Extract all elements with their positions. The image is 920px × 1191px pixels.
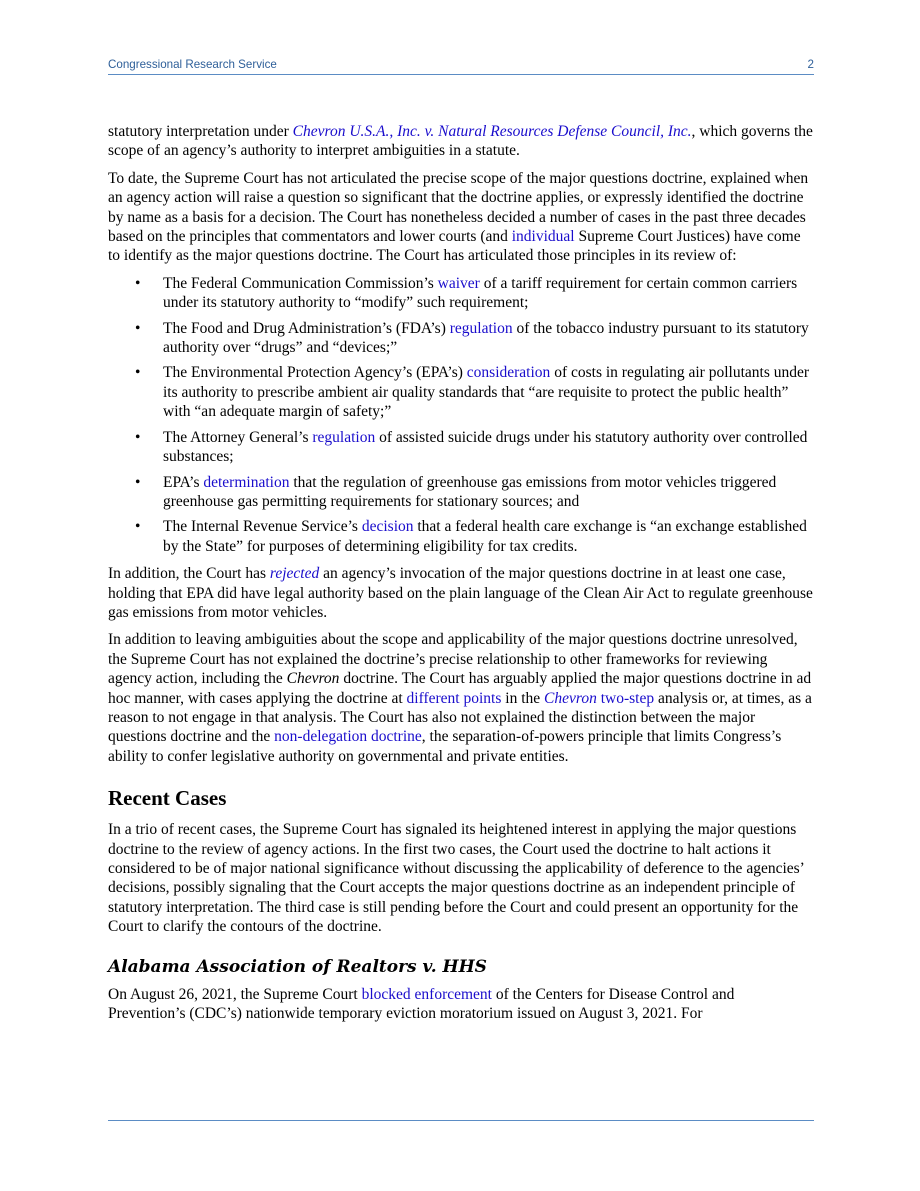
paragraph-chevron-intro	[108, 122, 814, 161]
text-run: , the separation-of-powers principle that limits Congress’s ability to confer legislative authority on governmental and private entities.	[108, 728, 782, 765]
bullet-icon: •	[135, 428, 141, 446]
document-body	[108, 122, 814, 1031]
ag-regulation-link[interactable]: regulation	[312, 428, 376, 446]
bullet-icon: •	[135, 364, 141, 382]
list-item	[108, 428, 814, 467]
list-item	[108, 319, 814, 358]
bullet-icon: •	[135, 274, 141, 292]
text-run: Supreme Court Justices) have come to identify as the major questions doctrine. The Court has articulated those principles in its review of:	[108, 228, 801, 265]
cases-list	[108, 274, 814, 556]
chevron-case-link-text: Chevron U.S.A., Inc. v. Natural Resources Defense Council, Inc.	[292, 123, 692, 140]
individual-justices-link[interactable]: individual	[511, 228, 575, 246]
blocked-enforcement-link[interactable]: blocked enforcement	[361, 985, 492, 1003]
rejected-link[interactable]	[270, 565, 319, 582]
heading-alabama: Alabama Association of Realtors v. HHS	[108, 956, 487, 977]
bullet-icon: •	[135, 518, 141, 536]
bullet-icon: •	[135, 319, 141, 337]
text-run: EPA’s	[163, 473, 204, 491]
paragraph-ambiguities	[108, 630, 814, 766]
text-run: that the regulation of greenhouse gas emissions from motor vehicles triggered greenhouse gas permitting requirements for stationary sources; and	[163, 473, 777, 510]
chevron-two-step-link[interactable]	[544, 690, 654, 707]
heading-recent-cases: Recent Cases	[108, 786, 227, 811]
text-run: In addition to leaving ambiguities about the scope and applicability of the major questions doctrine unresolved, the Supreme Court has not explained the doctrine’s precise relationship to other frameworks for reviewing agency action, including the	[108, 631, 798, 688]
rejected-link-text: rejected	[269, 565, 320, 583]
chevron-italic: Chevron	[286, 670, 340, 688]
waiver-link[interactable]: waiver	[437, 274, 480, 292]
different-points-link[interactable]: different points	[406, 689, 502, 707]
paragraph-rejected	[108, 564, 814, 622]
text-run: The Attorney General’s	[163, 428, 313, 446]
consideration-link[interactable]: consideration	[466, 364, 551, 382]
text-run: The Food and Drug Administration’s (FDA’s)	[163, 319, 450, 337]
text-run: The Environmental Protection Agency’s (EPA’s)	[163, 364, 467, 382]
non-delegation-link[interactable]: non-delegation doctrine	[274, 728, 422, 746]
determination-link[interactable]: determination	[203, 473, 290, 491]
bullet-icon: •	[135, 473, 141, 491]
list-item	[108, 274, 814, 313]
paragraph-to-date	[108, 169, 814, 266]
text-run: To date, the Supreme Court has not articulated the precise scope of the major questions doctrine, explained when an agency action will raise a question so significant that the doctrine applies, or expressly identified the doctrine by name as a basis for a decision. The Court has nonetheless decided a number of cases in the past three decades based on the principles that commentators and lower courts (and	[108, 169, 809, 246]
text-run: On August 26, 2021, the Supreme Court	[108, 985, 362, 1003]
page-header	[108, 58, 814, 75]
text-run: , which governs the scope of an agency’s authority to interpret ambiguities in a statute.	[108, 123, 813, 160]
text-run: The Federal Communication Commission’s	[163, 274, 438, 292]
irs-decision-link[interactable]: decision	[361, 518, 414, 536]
list-item	[108, 517, 814, 556]
text-run: of the tobacco industry pursuant to its statutory authority over “drugs” and “devices;”	[163, 319, 809, 357]
paragraph-august	[108, 985, 814, 1024]
text-run: of the Centers for Disease Control and Prevention’s (CDC’s) nationwide temporary eviction moratorium issued on August 3, 2021. For	[108, 985, 735, 1023]
paragraph-trio: In a trio of recent cases, the Supreme Court has signaled its heightened interest in applying the major questions doctrine to the review of agency actions. In the first two cases, the Court used the doctrine to halt actions it considered to be of major national significance without discussing the applicability of deference to the agencies’ decisions, possibly signaling that the Court accepts the major questions doctrine as an independent principle of statutory interpretation. The third case is still pending before the Court and could present an opportunity for the Court to clarify the contours of the doctrine.	[108, 821, 804, 936]
fda-regulation-link[interactable]: regulation	[449, 319, 513, 337]
list-item	[108, 473, 814, 512]
footer-divider	[108, 1120, 814, 1121]
header-org: Congressional Research Service	[108, 58, 277, 71]
text-run: of assisted suicide drugs under his statutory authority over controlled substances;	[163, 428, 808, 466]
text-run: of costs in regulating air pollutants under its authority to prescribe ambient air quality standards that “are requisite to protect the public health” with “an adequate margin of safety;”	[163, 364, 810, 421]
text-run: In addition, the Court has	[108, 565, 270, 583]
text-run: an agency’s invocation of the major questions doctrine in at least one case, holding that EPA did have legal authority based on the plain language of the Clean Air Act to regulate greenhouse gas emissions from motor vehicles.	[108, 565, 813, 621]
two-step-text: two-step	[596, 689, 655, 707]
text-run: statutory interpretation under	[108, 123, 293, 140]
text-run: that a federal health care exchange is “an exchange established by the State” for purposes of determining eligibility for tax credits.	[163, 518, 807, 555]
page-number: 2	[807, 58, 814, 71]
list-item	[108, 363, 814, 421]
text-run: in the	[501, 689, 545, 707]
text-run: of a tariff requirement for certain common carriers under its statutory authority to “modify” such requirement;	[163, 274, 798, 312]
text-run: analysis or, at times, as a reason to not engage in that analysis. The Court has also not explained the distinction between the major questions doctrine and the	[108, 689, 812, 746]
chevron-two-step-italic: Chevron	[544, 689, 597, 707]
text-run: The Internal Revenue Service’s	[163, 518, 362, 536]
chevron-case-link[interactable]	[293, 123, 692, 140]
text-run: doctrine. The Court has arguably applied the major questions doctrine in ad hoc manner, with cases applying the doctrine at	[108, 670, 812, 707]
